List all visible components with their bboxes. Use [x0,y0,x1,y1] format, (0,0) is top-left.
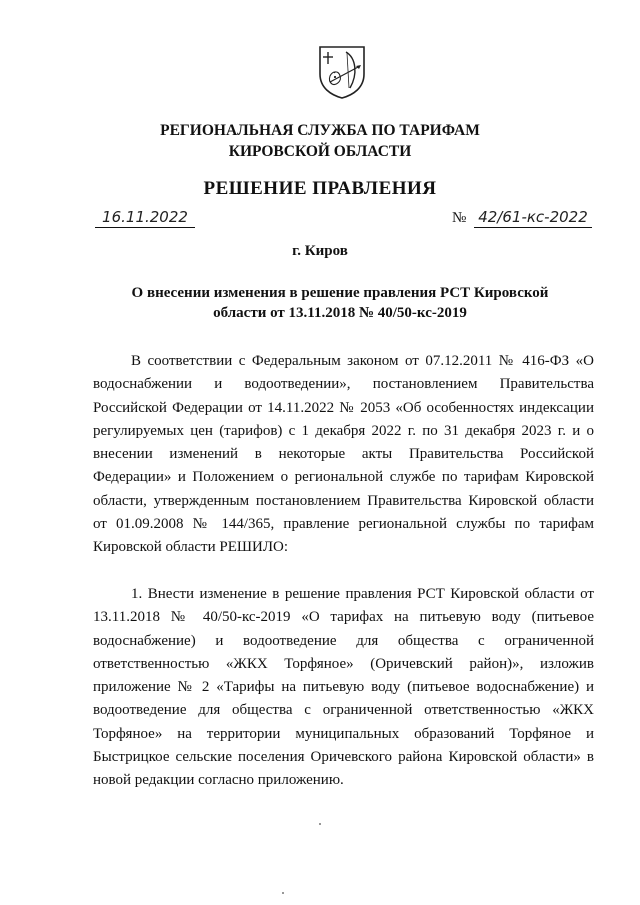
decision-number: 42/61-кс-2022 [474,208,592,228]
scan-speck [282,892,284,894]
number-sign: № [452,210,467,226]
organization-name-line2: КИРОВСКОЙ ОБЛАСТИ [228,143,412,160]
organization-name-line1: РЕГИОНАЛЬНАЯ СЛУЖБА ПО ТАРИФАМ [160,122,480,139]
number-field [452,208,592,232]
decision-date: 16.11.2022 [95,208,195,228]
date-field [95,208,195,232]
coat-of-arms-icon [316,44,368,100]
scan-speck [319,823,321,825]
body-paragraph-2: 1. Внести изменение в решение правления РСТ Кировской области от 13.11.2018 № 40/50-кс-2019 «О тарифах на питьевую воду (питьевое водоснабжение) и водоотведение для общества с ограниченной ответственностью «ЖКХ Торфяное» (Оричевский район)», изложив приложение № 2 «Тарифы на питьевую воду (питьевое водоснабжение) и водоотведение для общества с ограниченной ответственностью «ЖКХ Торфяное» на территории муниципальных образований Торфяное и Быстрицкое сельские поселения Оричевского района Кировской области» в новой редакции согласно приложению. [93,586,594,789]
body-paragraph-1: В соответствии с Федеральным законом от 07.12.2011 № 416-ФЗ «О водоснабжении и водоотведении», постановлением Правительства Российской Федерации от 14.11.2022 № 2053 «Об особенностях индексации регулируемых цен (тарифов) с 1 декабря 2022 г. по 31 декабря 2023 г. и о внесении изменений в некоторые акты Правительства Российской Федерации» и Положением о региональной службе по тарифам Кировской области, утвержденным постановлением Правительства Кировской области от 01.09.2008 № 144/365, правление региональной службы по тарифам Кировской области РЕШИЛО: [93,353,594,556]
city: г. Киров [292,243,348,259]
document-title: РЕШЕНИЕ ПРАВЛЕНИЯ [203,178,437,199]
decision-subject: О внесении изменения в решение правления РСТ Кировской области от 13.11.2018 № 40/50-кс-2019 [131,285,549,321]
